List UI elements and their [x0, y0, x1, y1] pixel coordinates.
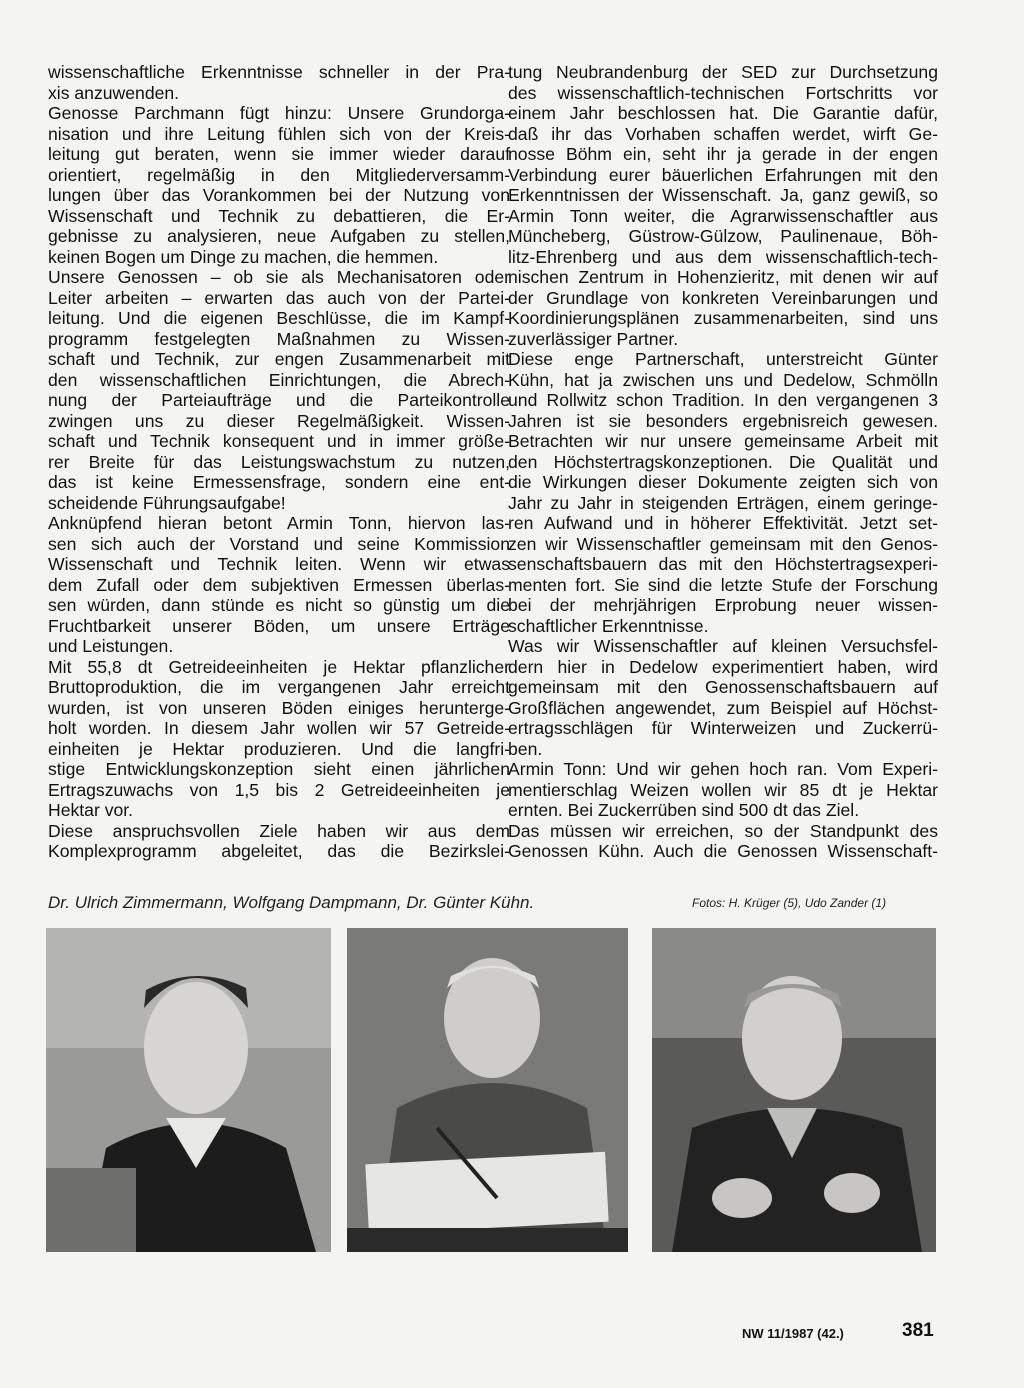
text-line: Wissenschaft und Technik leiten. Wenn wir etwas [48, 554, 510, 574]
portrait-photo-dampmann [347, 928, 628, 1252]
text-line: sen würden, dann stünde es nicht so günstig um die [48, 595, 510, 615]
portrait-photo-kuehn [652, 928, 936, 1252]
text-line: nosse Böhm ein, seht ihr ja gerade in der engen [508, 144, 938, 164]
text-line: den wissenschaftlichen Einrichtungen, die Abrech- [48, 369, 510, 390]
text-line: Müncheberg, Güstrow-Gülzow, Paulinenaue, Böh- [508, 226, 938, 246]
text-line: das ist keine Ermessensfrage, sondern eine ent- [48, 472, 510, 492]
page-number: 381 [902, 1320, 934, 1341]
text-line: zwingen uns zu dieser Regelmäßigkeit. Wissen- [48, 410, 510, 431]
text-line: den Höchstertragskonzeptionen. Die Qualität und [508, 451, 938, 472]
text-line: xis anzuwenden. [48, 82, 180, 103]
text-line: ren Aufwand und in höherer Effektivität. Jetzt set- [508, 513, 938, 533]
text-line: Kühn, hat ja zwischen uns und Dedelow, Schmölln [508, 369, 938, 390]
text-line: Genosse Parchmann fügt hinzu: Unsere Grundorga- [48, 103, 510, 123]
text-line: Komplexprogramm abgeleitet, das die Bezirkslei- [48, 841, 510, 861]
photo-credit: Fotos: H. Krüger (5), Udo Zander (1) [692, 896, 887, 910]
text-line: Jahr zu Jahr in steigenden Erträgen, einem geringe- [508, 492, 938, 513]
text-line: wissenschaftliche Erkenntnisse schneller in der Pra- [48, 62, 510, 82]
text-line: leitung gut beraten, wenn sie immer wieder darauf [48, 144, 510, 164]
text-line: gemeinsam mit den Genossenschaftsbauern auf [508, 677, 938, 697]
text-line: orientiert, regelmäßig in den Mitgliederversamm- [48, 164, 510, 185]
text-line: schaft und Technik, zur engen Zusammenarbeit mit [48, 349, 510, 369]
text-line: einheiten je Hektar produzieren. Und die langfri- [48, 738, 510, 759]
text-line: Bruttoproduktion, die im vergangenen Jahr erreicht [48, 677, 510, 697]
text-line: tung Neubrandenburg der SED zur Durchsetzung [508, 62, 938, 82]
text-line: ben. [508, 738, 543, 759]
text-line: Fruchtbarkeit unserer Böden, um unsere Erträge [48, 615, 510, 636]
portrait-photo-zimmermann [46, 928, 331, 1252]
text-line: nisation und ihre Leitung fühlen sich von der Kreis- [48, 123, 510, 144]
text-line: Armin Tonn weiter, die Agrarwissenschaftler aus [508, 205, 938, 226]
text-line: schaft und Technik konsequent und in immer größe- [48, 431, 510, 451]
text-line: rer Breite für das Leistungswachstum zu nutzen, [48, 451, 510, 472]
text-line: sen sich auch der Vorstand und seine Kommission [48, 533, 510, 554]
text-line: Hektar vor. [48, 800, 134, 820]
text-line: daß ihr das Vorhaben schaffen werdet, wirft Ge- [508, 123, 938, 144]
photo-caption: Dr. Ulrich Zimmermann, Wolfgang Dampmann, Dr. Günter Kühn. [48, 893, 535, 912]
text-line: Großflächen angewendet, zum Beispiel auf Höchst- [508, 697, 938, 718]
text-line: Was wir Wissenschaftler auf kleinen Versuchsfel- [508, 636, 938, 656]
text-line: menten fort. Sie sind die letzte Stufe der Forschung [508, 574, 938, 595]
text-line: Diese anspruchsvollen Ziele haben wir aus dem [48, 820, 510, 841]
text-line: des wissenschaftlich-technischen Fortschritts vor [508, 82, 938, 103]
text-line: dern hier in Dedelow experimentiert haben, wird [508, 656, 938, 677]
text-line: Jahren ist sie besonders ergebnisreich gewesen. [508, 410, 938, 431]
text-line: schaftlicher Erkenntnisse. [508, 615, 709, 636]
text-line: Verbindung eurer bäuerlichen Erfahrungen mit den [508, 164, 938, 185]
text-line: ernten. Bei Zuckerrüben sind 500 dt das Ziel. [508, 800, 860, 820]
text-line: keinen Bogen um Dinge zu machen, die hemmen. [48, 246, 439, 267]
text-line: und Rollwitz schon Tradition. In den vergangenen 3 [508, 390, 938, 410]
text-line: Erkenntnissen der Wissenschaft. Ja, ganz gewiß, so [508, 185, 938, 205]
text-line: bei der mehrjährigen Erprobung neuer wissen- [508, 595, 938, 615]
text-line: die Wirkungen dieser Dokumente zeigten sich von [508, 472, 938, 492]
text-line: scheidende Führungsaufgabe! [48, 492, 286, 513]
article-column-right [508, 62, 938, 862]
text-line: und Leistungen. [48, 636, 174, 656]
text-line: nung der Parteiaufträge und die Parteikontrolle [48, 390, 510, 410]
text-line: zuverlässiger Partner. [508, 328, 679, 349]
text-line: nischen Zentrum in Hohenzieritz, mit denen wir auf [508, 267, 938, 287]
text-line: ertragsschlägen für Winterweizen und Zuckerrü- [508, 718, 938, 738]
text-line: mentierschlag Weizen wollen wir 85 dt je Hektar [508, 779, 938, 800]
text-line: zen wir Wissenschaftler gemeinsam mit den Genos- [508, 533, 938, 554]
text-line: Ertragszuwachs von 1,5 bis 2 Getreideeinheiten je [48, 779, 510, 800]
text-line: der Grundlage von konkreten Vereinbarungen und [508, 287, 938, 308]
text-line: programm festgelegten Maßnahmen zu Wissen- [48, 328, 510, 349]
text-line: dem Zufall oder dem subjektiven Ermessen überlas- [48, 574, 510, 595]
issue-reference: NW 11/1987 (42.) [742, 1326, 844, 1341]
text-line: wurden, ist von unseren Böden einiges herunterge- [48, 697, 510, 718]
text-line: Koordinierungsplänen zusammenarbeiten, sind uns [508, 308, 938, 328]
text-line: litz-Ehrenberg und aus dem wissenschaftlich-tech- [508, 246, 938, 267]
text-line: lungen über das Vorankommen bei der Nutzung von [48, 185, 510, 205]
text-line: senschaftsbauern das mit den Höchstertragsexperi- [508, 554, 938, 574]
text-line: Genossen Kühn. Auch die Genossen Wissenschaft- [508, 841, 938, 861]
article-column-left [48, 62, 510, 862]
text-line: Betrachten wir nur unsere gemeinsame Arbeit mit [508, 431, 938, 451]
text-line: gebnisse zu analysieren, neue Aufgaben zu stellen, [48, 226, 510, 246]
text-line: leitung. Und die eigenen Beschlüsse, die im Kampf- [48, 308, 510, 328]
text-line: Anknüpfend hieran betont Armin Tonn, hiervon las- [48, 513, 510, 533]
text-line: Armin Tonn: Und wir gehen hoch ran. Vom Experi- [508, 759, 938, 779]
text-line: holt worden. In diesem Jahr wollen wir 57 Getreide- [48, 718, 510, 738]
text-line: Mit 55,8 dt Getreideeinheiten je Hektar pflanzlicher [48, 656, 510, 677]
text-line: stige Entwicklungskonzeption sieht einen jährlichen [48, 759, 510, 779]
text-line: Diese enge Partnerschaft, unterstreicht Günter [508, 349, 938, 369]
text-line: Unsere Genossen – ob sie als Mechanisatoren oder [48, 267, 510, 287]
text-line: Leiter arbeiten – erwarten das auch von der Partei- [48, 287, 510, 308]
text-line: Das müssen wir erreichen, so der Standpunkt des [508, 820, 938, 841]
text-line: Wissenschaft und Technik zu debattieren, die Er- [48, 205, 510, 226]
text-line: einem Jahr beschlossen hat. Die Garantie dafür, [508, 103, 938, 123]
